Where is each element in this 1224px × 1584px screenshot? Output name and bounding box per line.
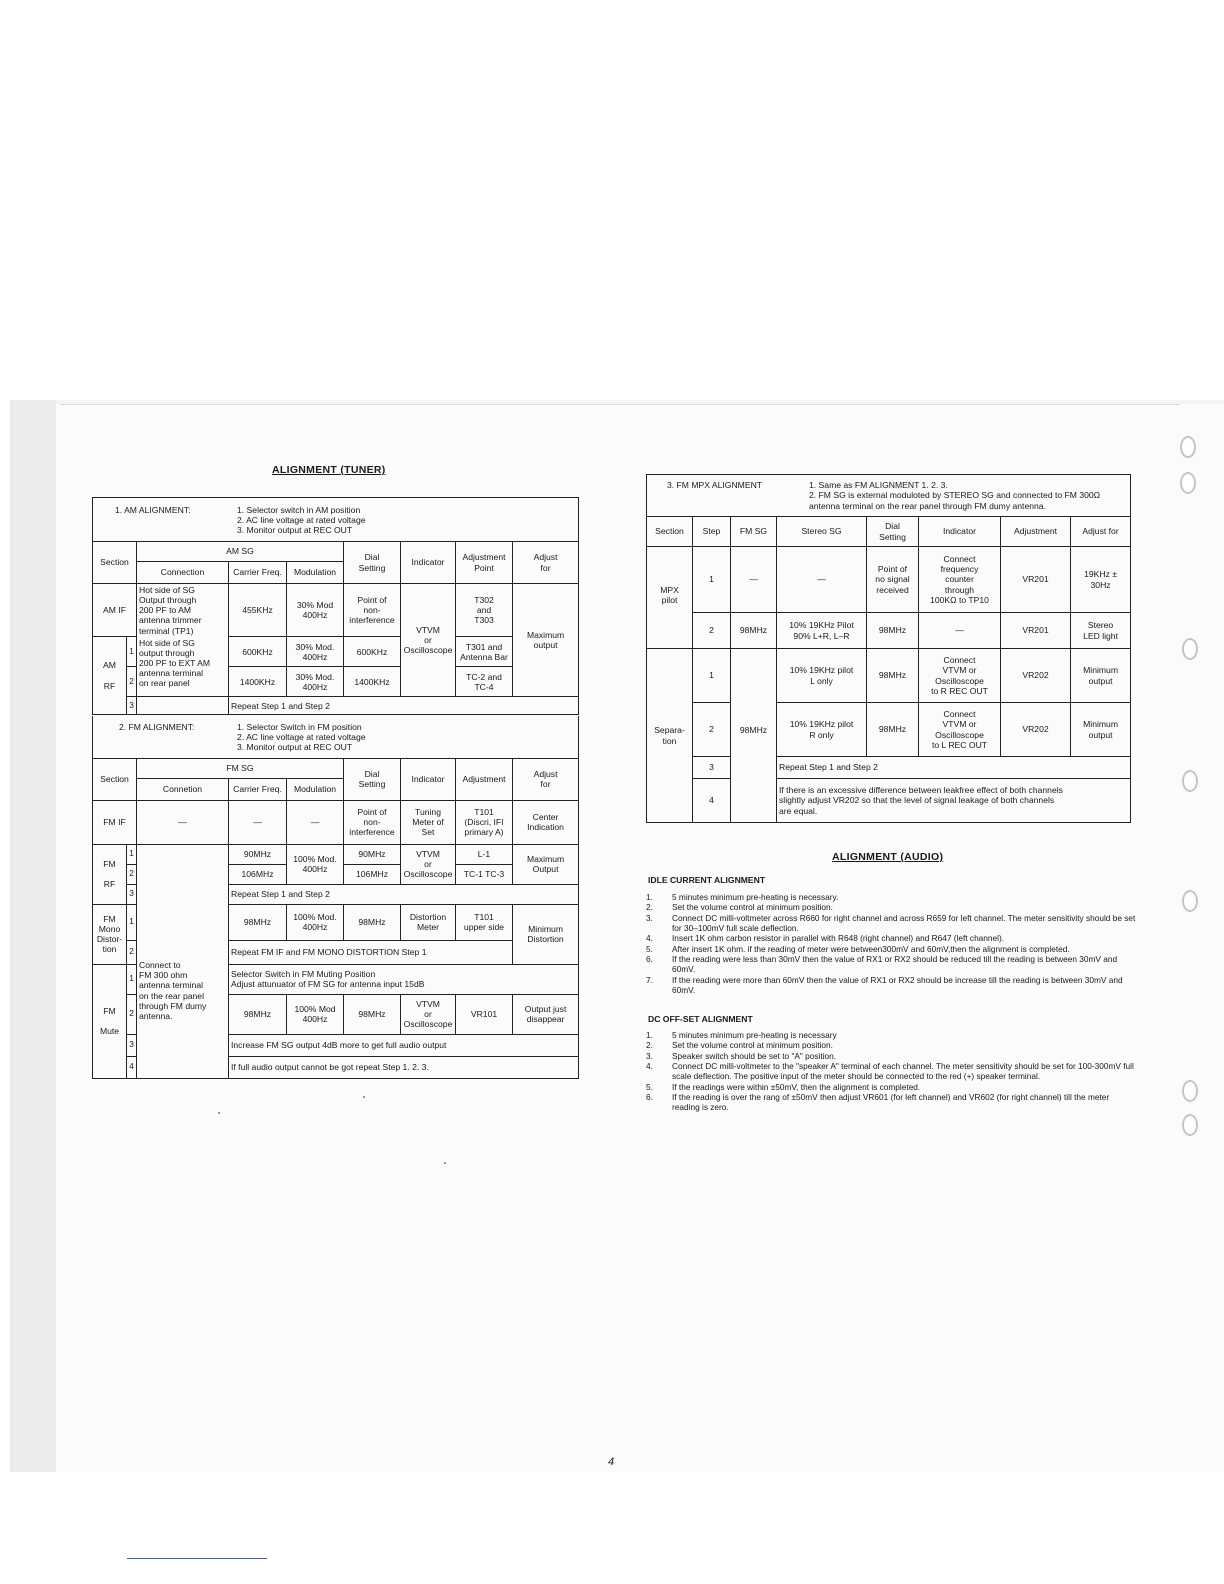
fm-alignment-conditions: 1. Selector Switch in FM position 2. AC line voltage at rated voltage 3. Monitor output at REC OUT xyxy=(237,722,366,753)
fm-mute-section: FM Mute xyxy=(93,964,127,1078)
fm-header-section: Section xyxy=(93,758,137,800)
mpx-sep-1-indicator: Connect VTVM or Oscilloscope to R REC OUT xyxy=(919,649,1001,703)
am-indicator: VTVM or Oscilloscope xyxy=(401,584,456,697)
am-rf-2-modulation: 30% Mod. 400Hz xyxy=(287,667,344,697)
mpx-sep-2-dial: 98MHz xyxy=(867,703,919,757)
fm-mono-section: FM Mono Distor- tion xyxy=(93,904,127,964)
mpx-header-dial: Dial Setting xyxy=(867,517,919,547)
binder-hole-icon xyxy=(1182,638,1198,660)
am-rf-1-carrier: 600KHz xyxy=(229,637,287,667)
mpx-pilot-1-dial: Point of no signal received xyxy=(867,547,919,613)
fm-if-dial: Point of non- interference xyxy=(344,800,401,844)
mpx-header-step: Step xyxy=(693,517,731,547)
fm-header-modulation: Modulation xyxy=(287,778,344,800)
binder-hole-icon xyxy=(1182,1080,1198,1102)
mpx-alignment-conditions: 1. Same as FM ALIGNMENT 1. 2. 3. 2. FM SG is external moduloted by STEREO SG and connected to FM 300Ω antenna terminal on the rear panel through FM dumy antenna. xyxy=(809,480,1101,511)
idle-current-step xyxy=(646,893,1136,903)
am-rf-2-adjustment: TC-2 and TC-4 xyxy=(456,667,513,697)
am-header-section: Section xyxy=(93,542,137,584)
fm-if-adjustment: T101 (Discri, IFI primary A) xyxy=(456,800,513,844)
fm-mute-step-3: 3 xyxy=(127,1034,137,1056)
scan-speck xyxy=(218,1112,220,1114)
mpx-pilot-section: MPX pilot xyxy=(647,547,693,649)
binder-hole-icon xyxy=(1182,1114,1198,1136)
dc-offset-step xyxy=(646,1052,1136,1062)
mpx-pilot-2-stereo-sg: 10% 19KHz Pilot 90% L+R, L–R xyxy=(777,613,867,649)
idle-current-step xyxy=(646,914,1136,934)
mpx-pilot-1-indicator: Connect frequency counter through 100KΩ to TP10 xyxy=(919,547,1001,613)
dc-offset-step-text: 5 minutes minimum pre-heating is necessary xyxy=(672,1030,837,1040)
mpx-pilot-2-dial: 98MHz xyxy=(867,613,919,649)
am-rf-1-modulation: 30% Mod. 400Hz xyxy=(287,637,344,667)
fm-rf-step-2: 2 xyxy=(127,864,137,884)
idle-current-heading: IDLE CURRENT ALIGNMENT xyxy=(648,875,766,885)
mpx-pilot-1-adjust-for: 19KHz ± 30Hz xyxy=(1071,547,1131,613)
fm-mute-2-dial: 98MHz xyxy=(344,994,401,1034)
am-rf-step-3: 3 xyxy=(127,697,137,715)
binder-hole-icon xyxy=(1182,890,1198,912)
am-header-adjust-for: Adjust for xyxy=(513,542,579,584)
fm-mute-step-4: 4 xyxy=(127,1056,137,1078)
am-rf-2-dial: 1400KHz xyxy=(344,667,401,697)
fm-rf-step-3: 3 xyxy=(127,884,137,904)
fm-alignment-table xyxy=(92,716,579,1079)
mpx-sep-2-stereo-sg: 10% 19KHz pilot R only xyxy=(777,703,867,757)
dc-offset-step-number: 4. xyxy=(646,1061,653,1072)
fm-mono-step-2-text: Repeat FM IF and FM MONO DISTORTION Step 1 xyxy=(229,940,513,964)
idle-current-step xyxy=(646,934,1136,944)
am-rf-2-carrier: 1400KHz xyxy=(229,667,287,697)
dc-offset-steps xyxy=(646,1031,1136,1114)
mpx-pilot-step-2: 2 xyxy=(693,613,731,649)
am-rf-section: AM RF xyxy=(93,637,127,715)
idle-current-step-text: If the reading were more than 60mV then the value of RX1 or RX2 should be increase till the reading is between 30mV and 60mV. xyxy=(672,974,1123,995)
idle-current-step xyxy=(646,976,1136,996)
fm-connection-common: Connect to FM 300 ohm antenna terminal on the rear panel through FM dumy antenna. xyxy=(137,844,229,1078)
mpx-sep-1-stereo-sg: 10% 19KHz pilot L only xyxy=(777,649,867,703)
mpx-pilot-2-adjust-for: Stereo LED light xyxy=(1071,613,1131,649)
dc-offset-step-text: Speaker switch should be set to "A" position. xyxy=(672,1050,837,1061)
fm-rf-step-1: 1 xyxy=(127,844,137,864)
fm-mute-2-indicator: VTVM or Oscilloscope xyxy=(401,994,456,1034)
fm-rf-step-3-text: Repeat Step 1 and Step 2 xyxy=(229,884,579,904)
idle-current-step-number: 7. xyxy=(646,974,653,985)
am-rf-step-1: 1 xyxy=(127,637,137,667)
fm-mute-step-4-text: If full audio output cannot be got repeat Step 1. 2. 3. xyxy=(229,1056,579,1078)
mpx-separation-fm-sg: 98MHz xyxy=(731,649,777,823)
mpx-header-fm-sg: FM SG xyxy=(731,517,777,547)
am-if-dial: Point of non- interference xyxy=(344,584,401,637)
fm-if-adjust-for: Center Indication xyxy=(513,800,579,844)
mpx-sep-step-3-text: Repeat Step 1 and Step 2 xyxy=(777,757,1131,779)
am-header-indicator: Indicator xyxy=(401,542,456,584)
mpx-header-section: Section xyxy=(647,517,693,547)
fm-if-indicator: Tuning Meter of Set xyxy=(401,800,456,844)
mpx-alignment-heading: 3. FM MPX ALIGNMENT xyxy=(667,480,763,491)
idle-current-step-number: 6. xyxy=(646,954,653,965)
am-if-connection: Hot side of SG Output through 200 PF to AM antenna trimmer terminal (TP1) xyxy=(137,584,229,637)
dc-offset-step xyxy=(646,1083,1136,1093)
fm-rf-adjust-for: Maximum Output xyxy=(513,844,579,884)
mpx-header-adjust-for: Adjust for xyxy=(1071,517,1131,547)
fm-mute-step-3-text: Increase FM SG output 4dB more to get full audio output xyxy=(229,1034,579,1056)
mpx-header-stereo-sg: Stereo SG xyxy=(777,517,867,547)
fm-mute-step-1-text: Selector Switch in FM Muting Position Adjust attunuator of FM SG for antenna input 15dB xyxy=(229,964,579,994)
fm-mono-1-adjustment: T101 upper side xyxy=(456,904,513,940)
fm-rf-1-carrier: 90MHz xyxy=(229,844,287,864)
am-rf-1-dial: 600KHz xyxy=(344,637,401,667)
dc-offset-step-number: 6. xyxy=(646,1092,653,1103)
idle-current-step-text: Insert 1K ohm carbon resistor in parallel with R648 (right channel) and R647 (left channel). xyxy=(672,933,1005,944)
scan-speck xyxy=(444,1162,446,1164)
am-header-carrier: Carrier Freq. xyxy=(229,562,287,584)
fm-mono-step-1: 1 xyxy=(127,904,137,940)
fm-mute-2-adjustment: VR101 xyxy=(456,994,513,1034)
idle-current-step-text: 5 minutes minimum pre-heating is necessary. xyxy=(672,892,839,902)
fm-header-sg: FM SG xyxy=(137,758,344,778)
mpx-sep-step-4: 4 xyxy=(693,779,731,823)
fm-mute-2-modulation: 100% Mod 400Hz xyxy=(287,994,344,1034)
dc-offset-step xyxy=(646,1093,1136,1113)
mpx-sep-step-1: 1 xyxy=(693,649,731,703)
mpx-alignment-table xyxy=(646,474,1131,823)
fm-rf-section: FM RF xyxy=(93,844,127,904)
am-header-dial: Dial Setting xyxy=(344,542,401,584)
fm-mono-1-indicator: Distortion Meter xyxy=(401,904,456,940)
idle-current-step-number: 2. xyxy=(646,902,653,913)
idle-current-step-number: 1. xyxy=(646,892,653,902)
am-rf-step-2: 2 xyxy=(127,667,137,697)
am-if-carrier: 455KHz xyxy=(229,584,287,637)
mpx-pilot-2-indicator: — xyxy=(919,613,1001,649)
mpx-pilot-1-stereo-sg: — xyxy=(777,547,867,613)
am-if-adjustment: T302 and T303 xyxy=(456,584,513,637)
fm-rf-2-adjustment: TC-1 TC-3 xyxy=(456,864,513,884)
mpx-pilot-step-1: 1 xyxy=(693,547,731,613)
fm-header-dial: Dial Setting xyxy=(344,758,401,800)
idle-current-step xyxy=(646,945,1136,955)
am-rf-step-3-text: Repeat Step 1 and Step 2 xyxy=(229,697,579,715)
binder-hole-icon xyxy=(1180,436,1196,458)
mpx-sep-1-adjustment: VR202 xyxy=(1001,649,1071,703)
audio-alignment-title: ALIGNMENT (AUDIO) xyxy=(832,851,944,863)
am-header-sg: AM SG xyxy=(137,542,344,562)
dc-offset-step-text: If the readings were within ±50mV, then the alignment is completed. xyxy=(672,1081,921,1092)
fm-rf-modulation: 100% Mod. 400Hz xyxy=(287,844,344,884)
am-header-adjustment-point: Adjustment Point xyxy=(456,542,513,584)
fm-alignment-header xyxy=(93,716,579,758)
fm-rf-1-adjustment: L-1 xyxy=(456,844,513,864)
mpx-sep-1-adjust-for: Minimum output xyxy=(1071,649,1131,703)
dc-offset-step xyxy=(646,1041,1136,1051)
fm-rf-2-dial: 106MHz xyxy=(344,864,401,884)
dc-offset-step xyxy=(646,1031,1136,1041)
page-number: 4 xyxy=(608,1456,615,1468)
idle-current-step xyxy=(646,955,1136,975)
am-alignment-table xyxy=(92,497,579,715)
binder-hole-icon xyxy=(1182,770,1198,792)
fm-mute-2-adjust-for: Output just disappear xyxy=(513,994,579,1034)
idle-current-step-number: 5. xyxy=(646,943,653,954)
mpx-sep-2-indicator: Connect VTVM or Oscilloscope to L REC OUT xyxy=(919,703,1001,757)
scan-edge-line xyxy=(60,404,1180,405)
am-alignment-conditions: 1. Selector switch in AM position 2. AC line voltage at rated voltage 3. Monitor output at REC OUT xyxy=(237,504,366,536)
mpx-pilot-2-adjustment: VR201 xyxy=(1001,613,1071,649)
idle-current-step-text: Set the volume control at minimum position. xyxy=(672,902,833,913)
fm-header-connection: Connetion xyxy=(137,778,229,800)
binder-hole-icon xyxy=(1180,472,1196,494)
dc-offset-step-text: Connect DC milli-voltmeter to the "speaker A" terminal of each channel. The meter sensitivity should be set for 100-300mV full scale deflection. The positive input of the meter should be connected to the red (+) speaker terminal. xyxy=(672,1061,1134,1082)
dc-offset-step-number: 3. xyxy=(646,1050,653,1061)
mpx-sep-1-dial: 98MHz xyxy=(867,649,919,703)
fm-rf-2-carrier: 106MHz xyxy=(229,864,287,884)
fm-if-modulation: — xyxy=(287,800,344,844)
dc-offset-step-number: 1. xyxy=(646,1030,653,1040)
dc-offset-step-number: 5. xyxy=(646,1081,653,1092)
dc-offset-step-number: 2. xyxy=(646,1040,653,1051)
am-if-modulation: 30% Mod 400Hz xyxy=(287,584,344,637)
mpx-sep-2-adjustment: VR202 xyxy=(1001,703,1071,757)
mpx-header-adjustment: Adjustment xyxy=(1001,517,1071,547)
fm-mono-step-2: 2 xyxy=(127,940,137,964)
mpx-sep-2-adjust-for: Minimum output xyxy=(1071,703,1131,757)
fm-rf-1-dial: 90MHz xyxy=(344,844,401,864)
am-header-modulation: Modulation xyxy=(287,562,344,584)
fm-header-adjust-for: Adjust for xyxy=(513,758,579,800)
am-adjust-for: Maximum output xyxy=(513,584,579,697)
fm-mute-2-carrier: 98MHz xyxy=(229,994,287,1034)
am-rf-1-adjustment: T301 and Antenna Bar xyxy=(456,637,513,667)
scan-left-margin xyxy=(10,400,56,1472)
idle-current-step-number: 4. xyxy=(646,933,653,944)
mpx-alignment-header xyxy=(647,475,1131,517)
am-rf-connection: Hot side of SG output through 200 PF to EXT AM antenna terminal on rear panel xyxy=(137,637,229,697)
mpx-sep-step-2: 2 xyxy=(693,703,731,757)
mpx-header-indicator: Indicator xyxy=(919,517,1001,547)
idle-current-step-text: Connect DC milli-voltmeter across R660 for right channel and across R659 for left channel. The meter sensitivity should be set for 30–100mV full scale deflection. xyxy=(672,912,1136,933)
fm-mute-step-1: 1 xyxy=(127,964,137,994)
fm-header-carrier: Carrier Freq. xyxy=(229,778,287,800)
fm-if-section: FM IF xyxy=(93,800,137,844)
tuner-alignment-title: ALIGNMENT (TUNER) xyxy=(272,464,386,476)
dc-offset-step-text: Set the volume control at minimum position. xyxy=(672,1040,833,1051)
fm-header-adjustment: Adjustment xyxy=(456,758,513,800)
am-alignment-heading: 1. AM ALIGNMENT: xyxy=(115,504,191,515)
am-if-section: AM IF xyxy=(93,584,137,637)
fm-alignment-heading: 2. FM ALIGNMENT: xyxy=(119,722,195,733)
fm-if-carrier: — xyxy=(229,800,287,844)
dc-offset-heading: DC OFF-SET ALIGNMENT xyxy=(648,1014,753,1024)
idle-current-step xyxy=(646,903,1136,913)
mpx-separation-section: Separa- tion xyxy=(647,649,693,823)
idle-current-step-number: 3. xyxy=(646,912,653,923)
idle-current-step-text: If the reading were less than 30mV then the value of RX1 or RX2 should be reduced till the reading is between 30mV and 60mV. xyxy=(672,954,1118,975)
am-alignment-header xyxy=(93,498,579,542)
fm-mono-1-carrier: 98MHz xyxy=(229,904,287,940)
fm-mono-adjust-for: Minimum Distortion xyxy=(513,904,579,964)
dc-offset-step-text: If the reading is over the rang of ±50mV then adjust VR601 (for left channel) and VR602 (for right channel) till the meter reading is zero. xyxy=(672,1092,1110,1113)
idle-current-step-text: After insert 1K ohm. if the reading of meter were between300mV and 60mV,then the alignment is completed. xyxy=(672,943,1070,954)
fm-rf-indicator: VTVM or Oscilloscope xyxy=(401,844,456,884)
mpx-pilot-1-fm-sg: — xyxy=(731,547,777,613)
mpx-pilot-2-fm-sg: 98MHz xyxy=(731,613,777,649)
mpx-sep-step-4-text: If there is an excessive difference between leakfree effect of both channels slightly adjust VR202 so that the level of signal leakage of both channels are equal. xyxy=(777,779,1131,823)
am-header-connection: Connection xyxy=(137,562,229,584)
fm-mono-1-modulation: 100% Mod. 400Hz xyxy=(287,904,344,940)
fm-mute-step-2: 2 xyxy=(127,994,137,1034)
dc-offset-step xyxy=(646,1062,1136,1082)
fm-mono-1-dial: 98MHz xyxy=(344,904,401,940)
idle-current-steps xyxy=(646,893,1136,996)
fm-if-connection: — xyxy=(137,800,229,844)
mpx-sep-step-3: 3 xyxy=(693,757,731,779)
footer-rule xyxy=(127,1558,267,1559)
fm-header-indicator: Indicator xyxy=(401,758,456,800)
scan-speck xyxy=(363,1096,365,1098)
mpx-pilot-1-adjustment: VR201 xyxy=(1001,547,1071,613)
